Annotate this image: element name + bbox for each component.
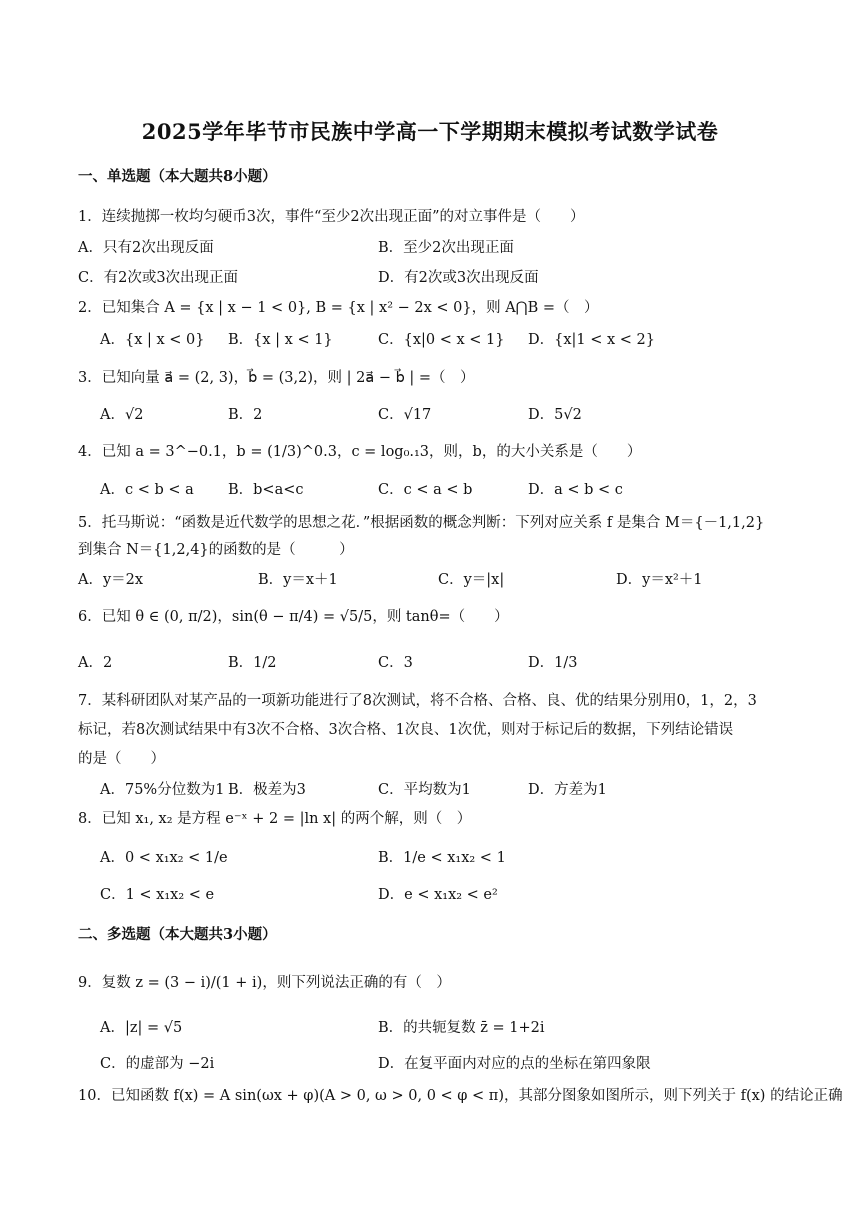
q6-option-d: D．1/3: [528, 655, 578, 671]
page-title: 2025学年毕节市民族中学高一下学期期末模拟考试数学试卷: [141, 119, 719, 144]
q7-option-d: D．方差为1: [528, 782, 607, 798]
question-8-stem: 8．已知 x₁, x₂ 是方程 e⁻ˣ + 2 = |ln x| 的两个解，则（ ）: [78, 811, 472, 827]
question-7-stem-line3: 的是（ ）: [78, 751, 165, 767]
q7-option-a: A．75%分位数为1: [100, 782, 225, 798]
q3-option-c: C．√17: [378, 407, 432, 423]
q1-option-d: D．有2次或3次出现反面: [378, 270, 539, 286]
q5-option-a: A．y＝2x: [78, 572, 144, 588]
q4-option-d: D．a < b < c: [528, 482, 623, 498]
q9-option-a: A．|z| = √5: [100, 1020, 183, 1036]
question-1-stem: 1．连续抛掷一枚均匀硬币3次，事件“至少2次出现正面”的对立事件是（ ）: [78, 209, 585, 225]
q1-option-c: C．有2次或3次出现正面: [78, 270, 239, 286]
q5-option-d: D．y＝x²＋1: [616, 572, 703, 588]
q9-option-c: C．的虚部为 −2i: [100, 1056, 215, 1072]
q7-option-c: C．平均数为1: [378, 782, 471, 798]
q4-option-b: B．b<a<c: [228, 482, 304, 498]
question-7-stem-line1: 7．某科研团队对某产品的一项新功能进行了8次测试，将不合格、合格、良、优的结果分别用0，1，2，3: [78, 693, 757, 709]
q4-option-c: C．c < a < b: [378, 482, 473, 498]
q8-option-d: D．e < x₁x₂ < e²: [378, 887, 498, 903]
q6-option-b: B．1/2: [228, 655, 277, 671]
q6-option-a: A．2: [78, 655, 113, 671]
q5-option-c: C．y＝|x|: [438, 572, 505, 588]
q7-option-b: B．极差为3: [228, 782, 306, 798]
q1-option-b: B．至少2次出现正面: [378, 240, 514, 256]
q2-option-d: D．{x|1 < x < 2}: [528, 332, 656, 348]
q3-option-d: D．5√2: [528, 407, 582, 423]
question-9-stem: 9．复数 z = (3 − i)/(1 + i)，则下列说法正确的有（ ）: [78, 975, 451, 991]
q2-option-a: A．{x | x < 0}: [100, 332, 205, 348]
question-4-stem: 4．已知 a = 3^−0.1，b = (1/3)^0.3，c = log₀.₁3，则，b，的大小关系是（ ）: [78, 444, 642, 460]
question-2-stem: 2．已知集合 A = {x | x − 1 < 0}, B = {x | x² − 2x < 0}，则 A⋂B =（ ）: [78, 300, 599, 316]
section-heading-multi-choice: 二、多选题（本大题共3小题）: [78, 926, 277, 943]
q6-option-c: C．3: [378, 655, 413, 671]
section-heading-single-choice: 一、单选题（本大题共8小题）: [78, 168, 277, 185]
q9-option-d: D．在复平面内对应的点的坐标在第四象限: [378, 1056, 651, 1072]
q8-option-b: B．1/e < x₁x₂ < 1: [378, 850, 506, 866]
q3-option-a: A．√2: [100, 407, 144, 423]
q3-option-b: B．2: [228, 407, 263, 423]
q4-option-a: A．c < b < a: [100, 482, 194, 498]
q5-option-b: B．y＝x＋1: [258, 572, 338, 588]
question-6-stem: 6．已知 θ ∈ (0, π/2)，sin(θ − π/4) = √5/5，则 tanθ=（ ）: [78, 609, 509, 625]
q2-option-b: B．{x | x < 1}: [228, 332, 333, 348]
q1-option-a: A．只有2次出现反面: [78, 240, 214, 256]
question-3-stem: 3．已知向量 a⃗ = (2, 3)，b⃗ = (3,2)，则 | 2a⃗ − b⃗ | =（ ）: [78, 370, 475, 386]
question-10-stem: 10．已知函数 f(x) = A sin(ωx + φ)(A > 0, ω > 0, 0 < φ < π)，其部分图象如图所示，则下列关于 f(x) 的结论正确: [78, 1088, 843, 1104]
q9-option-b: B．的共轭复数 z̄ = 1+2i: [378, 1020, 545, 1036]
question-5-stem-line2: 到集合 N＝{1,2,4}的函数的是（ ）: [78, 542, 354, 558]
q2-option-c: C．{x|0 < x < 1}: [378, 332, 505, 348]
q8-option-c: C．1 < x₁x₂ < e: [100, 887, 215, 903]
q8-option-a: A．0 < x₁x₂ < 1/e: [100, 850, 228, 866]
question-7-stem-line2: 标记，若8次测试结果中有3次不合格、3次合格、1次良、1次优，则对于标记后的数据，下列结论错误: [78, 722, 734, 738]
question-5-stem-line1: 5．托马斯说：“函数是近代数学的思想之花．”根据函数的概念判断：下列对应关系 f 是集合 M＝{－1,1,2}: [78, 515, 765, 531]
